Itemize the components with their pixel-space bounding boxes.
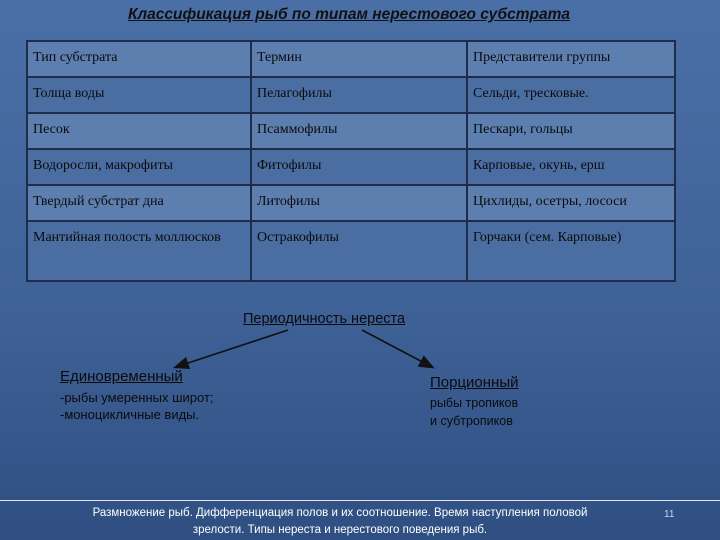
portion-spawning-heading: Порционный	[430, 374, 519, 391]
portion-spawning-line-2: и субтропиков	[430, 414, 513, 428]
table-cell: Карповые, окунь, ерш	[467, 149, 675, 185]
arrow-right	[362, 330, 432, 367]
single-spawning-line-1: -рыбы умеренных широт;	[60, 390, 214, 405]
single-spawning-line-2: -моноцикличные виды.	[60, 407, 200, 422]
table-cell: Мантийная полость моллюсков	[27, 221, 251, 281]
slide-title: Классификация рыб по типам нерестового субстрата	[128, 6, 570, 23]
table-cell: Горчаки (сем. Карповые)	[467, 221, 675, 281]
table-cell: Водоросли, макрофиты	[27, 149, 251, 185]
table-cell: Пескари, гольцы	[467, 113, 675, 149]
table-cell: Псаммофилы	[251, 113, 467, 149]
single-spawning-heading: Единовременный	[60, 368, 183, 385]
footer-line-2: зрелости. Типы нереста и нерестового поведения рыб.	[192, 524, 488, 536]
table-cell: Пелагофилы	[251, 77, 467, 113]
header-cell-term: Термин	[251, 41, 467, 77]
page-number: 11	[664, 509, 675, 520]
table-cell: Твердый субстрат дна	[27, 185, 251, 221]
footer-line-1: Размножение рыб. Дифференциация полов и их соотношение. Время наступления половой	[92, 507, 588, 519]
header-cell-substrate: Тип субстрата	[27, 41, 251, 77]
footer-divider	[0, 500, 720, 501]
table-cell: Фитофилы	[251, 149, 467, 185]
periodicity-title: Периодичность нереста	[243, 311, 406, 327]
table-cell: Сельди, тресковые.	[467, 77, 675, 113]
header-cell-representatives: Представители группы	[467, 41, 675, 77]
footer-caption	[60, 505, 620, 539]
table-cell: Цихлиды, осетры, лососи	[467, 185, 675, 221]
table-cell: Толща воды	[27, 77, 251, 113]
arrow-left	[176, 330, 288, 367]
table-cell: Литофилы	[251, 185, 467, 221]
table-cell: Песок	[27, 113, 251, 149]
table-cell: Остракофилы	[251, 221, 467, 281]
portion-spawning-line-1: рыбы тропиков	[430, 396, 519, 410]
